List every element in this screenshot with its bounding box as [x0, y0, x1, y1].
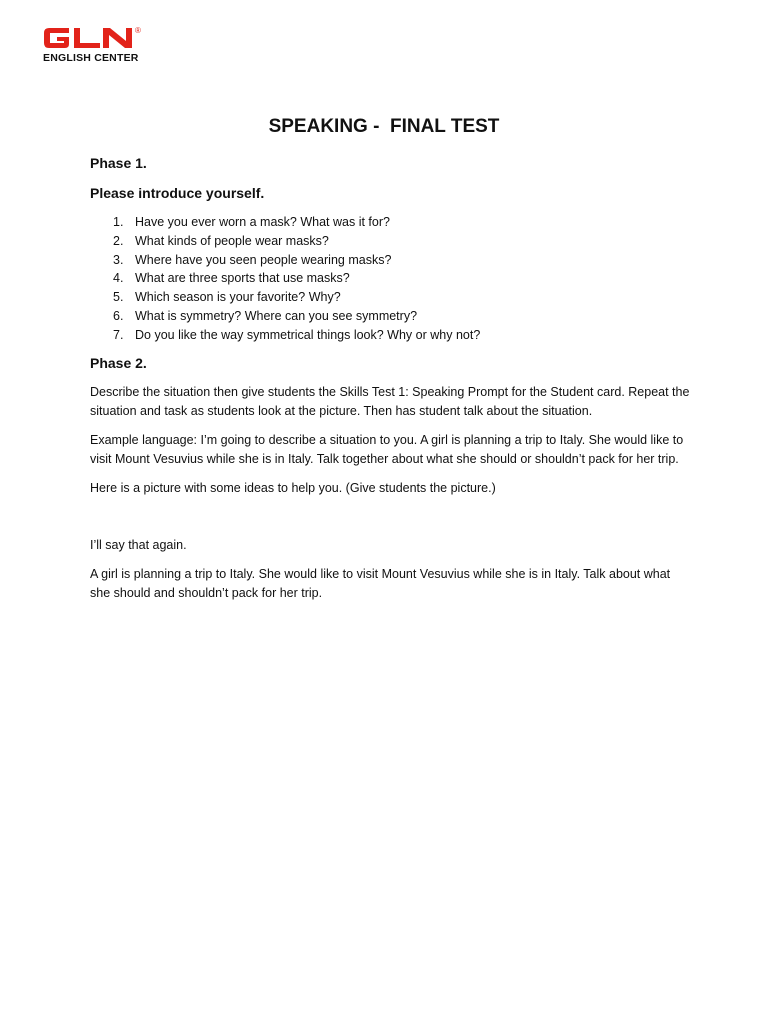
phase1-heading: Phase 1.: [90, 155, 147, 171]
spacer: [90, 508, 690, 536]
list-item: [90, 213, 690, 232]
question-number: 6.: [113, 308, 124, 323]
list-item: [90, 288, 690, 307]
gln-logo-wordmark: [42, 26, 134, 50]
phase2-instructions: Describe the situation then give students the Skills Test 1: Speaking Prompt for the Student card. Repeat the situation and task as students look at the picture. Then has student talk about the situation.: [90, 384, 690, 418]
question-text: What kinds of people wear masks?: [135, 233, 329, 248]
list-item: [90, 251, 690, 270]
phase1-prompt: Please introduce yourself.: [90, 185, 265, 201]
phase2-picture-note: Here is a picture with some ideas to help you. (Give students the picture.): [90, 480, 496, 495]
question-text: Do you like the way symmetrical things look? Why or why not?: [135, 327, 481, 342]
question-text: Have you ever worn a mask? What was it for?: [135, 215, 390, 229]
phase2-example-language: Example language: I’m going to describe a situation to you. A girl is planning a trip to Italy. She would like to visit Mount Vesuvius while she is in Italy. Talk together about what she should or shouldn’t pack for her trip.: [90, 432, 684, 466]
list-item: [90, 269, 690, 288]
gln-logo: [42, 26, 146, 66]
phase1-question-list: [90, 213, 690, 345]
question-number: 5.: [113, 290, 124, 305]
question-text: What is symmetry? Where can you see symmetry?: [135, 308, 418, 323]
registered-mark: ®: [135, 26, 141, 35]
question-number: 7.: [113, 327, 124, 342]
question-number: 4.: [113, 271, 124, 286]
question-number: 3.: [113, 252, 124, 267]
phase2-situation-repeat: A girl is planning a trip to Italy. She would like to visit Mount Vesuvius while she is in Italy. Talk about what she should and shouldn’t pack for her trip.: [90, 566, 671, 600]
list-item: [90, 326, 690, 345]
question-number: 2.: [113, 233, 124, 248]
logo-subtitle: ENGLISH CENTER: [43, 52, 139, 64]
page-title: SPEAKING - FINAL TEST: [268, 116, 500, 137]
list-item: [90, 232, 690, 251]
question-number: 1.: [113, 215, 124, 229]
list-item: [90, 307, 690, 326]
question-text: What are three sports that use masks?: [135, 271, 350, 286]
phase2-heading: Phase 2.: [90, 354, 147, 371]
document-body: [90, 153, 690, 613]
question-text: Which season is your favorite? Why?: [135, 290, 341, 305]
phase2-repeat-line: I’ll say that again.: [90, 537, 187, 552]
question-text: Where have you seen people wearing masks?: [135, 252, 392, 267]
